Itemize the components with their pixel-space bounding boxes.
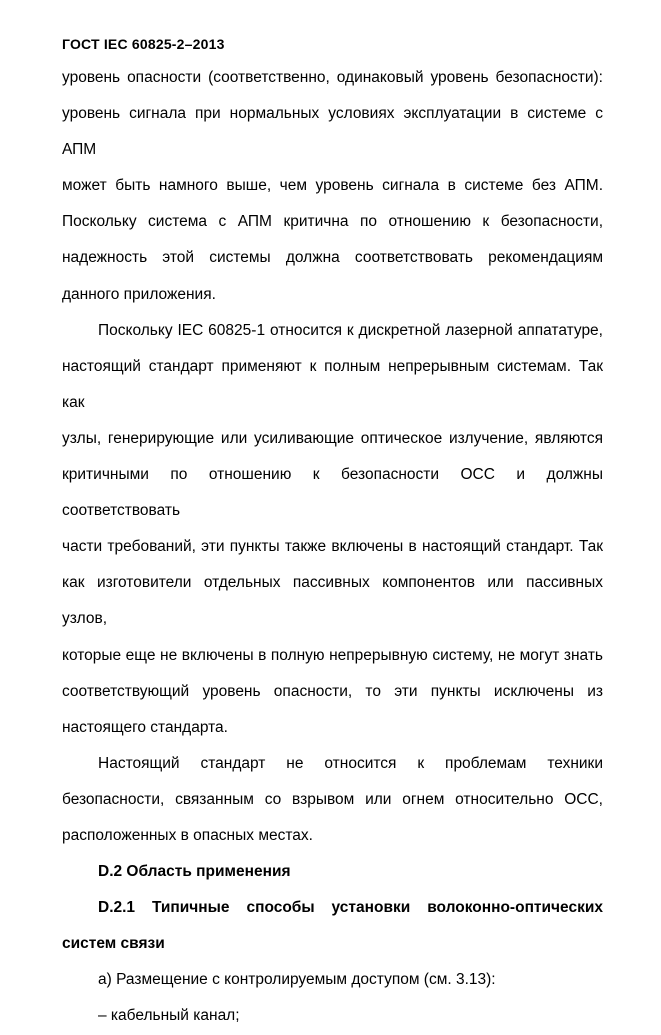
para1-line: данного приложения. [62, 285, 216, 303]
para3-line: Настоящий стандарт не относится к проблемам техники [98, 754, 603, 772]
para3-line: расположенных в опасных местах. [62, 826, 313, 844]
list-item-a: а) Размещение с контролируемым доступом (см. 3.13): [98, 971, 496, 989]
para1-line: Поскольку система с АПМ критична по отношению к безопасности, [62, 213, 603, 231]
para1-line: уровень сигнала при нормальных условиях эксплуатации в системе с АПМ [62, 105, 603, 159]
doc-number-header: ГОСТ IEC 60825-2–2013 [62, 36, 225, 52]
heading-d21-line: D.2.1 Типичные способы установки волоконно-оптических [98, 899, 603, 917]
para2-line: как изготовители отдельных пассивных компонентов или пассивных узлов, [62, 574, 603, 628]
document-body [62, 60, 603, 1035]
para1-line: уровень опасности (соответственно, одинаковый уровень безопасности): [62, 69, 603, 86]
para2-line: которые еще не включены в полную непрерывную систему, не могут знать [62, 646, 603, 664]
list-item-dash: – кабельный канал; [98, 1007, 240, 1025]
para1-line: надежность этой системы должна соответствовать рекомендациям [62, 249, 603, 267]
para1-line: может быть намного выше, чем уровень сигнала в системе без АПМ. [62, 177, 603, 195]
para3-line: безопасности, связанным со взрывом или огнем относительно ОСС, [62, 790, 603, 808]
para2-line: узлы, генерирующие или усиливающие оптическое излучение, являются [62, 429, 603, 447]
heading-d2: D.2 Область применения [98, 863, 291, 881]
para2-line: настоящий стандарт применяют к полным непрерывным системам. Так как [62, 357, 603, 411]
para2-line: части требований, эти пункты также включены в настоящий стандарт. Так [62, 538, 603, 556]
heading-d21-line: систем связи [62, 935, 165, 953]
para2-line: настоящего стандарта. [62, 718, 228, 736]
para2-line: Поскольку IEC 60825-1 относится к дискретной лазерной аппататуре, [98, 321, 603, 339]
para2-line: критичными по отношению к безопасности ОСС и должны соответствовать [62, 466, 603, 520]
para2-line: соответствующий уровень опасности, то эти пункты исключены из [62, 682, 603, 700]
